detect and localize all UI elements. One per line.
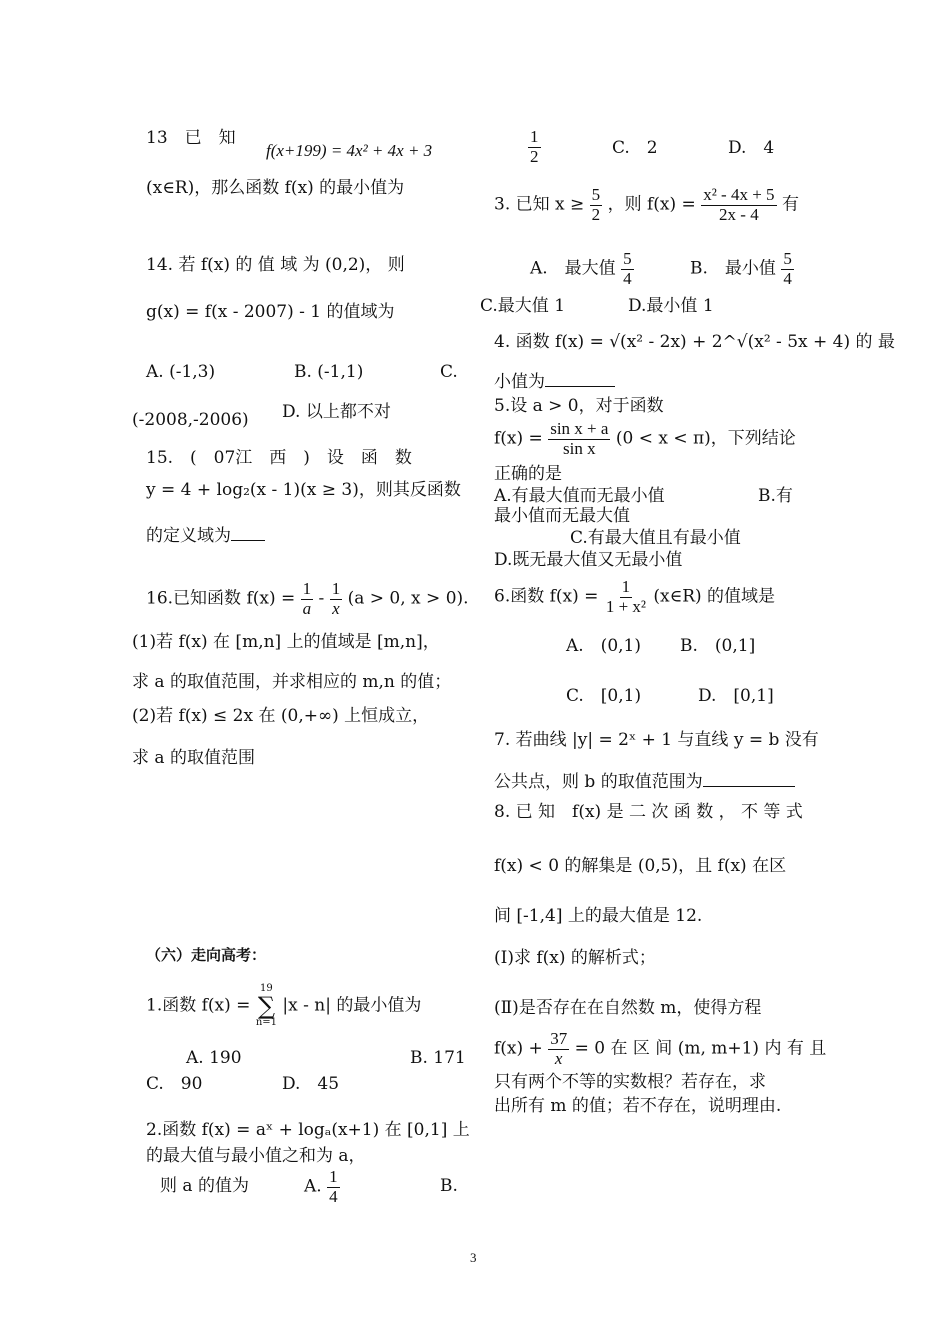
g5-option-d: D.既无最大值又无最小值 bbox=[494, 550, 683, 570]
q14-line2: g(x) = f(x - 2007) - 1 的值域为 bbox=[146, 302, 395, 322]
q16-fraction-2 bbox=[330, 580, 343, 618]
g3-text-a: 3. 已知 x ≥ bbox=[494, 194, 585, 215]
g6-text-a: 6.函数 f(x) = bbox=[494, 586, 599, 607]
g5-line1: 5.设 a > 0，对于函数 bbox=[494, 396, 664, 416]
g5-option-a: A.有最大值而无最小值 bbox=[494, 486, 665, 506]
g7-line1: 7. 若曲线 |y| = 2ˣ + 1 与直线 y = b 没有 bbox=[494, 730, 819, 750]
sum-symbol bbox=[256, 984, 277, 1028]
q16-line3: 求 a 的取值范围，并求相应的 m,n 的值； bbox=[132, 672, 452, 692]
g2-option-c: C. 2 bbox=[612, 138, 658, 158]
g1-option-c: C. 90 bbox=[146, 1074, 203, 1094]
q13-line2: (x∈R)，那么函数 f(x) 的最小值为 bbox=[146, 178, 405, 198]
g1-text-a: 1.函数 f(x) = bbox=[146, 995, 251, 1016]
g8-part-ii-line2 bbox=[494, 1030, 826, 1068]
q15-line1: 15. ( 07江 西 ) 设 函 数 bbox=[146, 448, 412, 468]
section-6-title: （六）走向高考： bbox=[146, 946, 267, 964]
g8-line3: 间 [-1,4] 上的最大值是 12. bbox=[494, 906, 703, 926]
g1-option-d: D. 45 bbox=[282, 1074, 340, 1094]
g3-a-num: 5 bbox=[623, 249, 632, 268]
g6-option-a: A. (0,1) bbox=[566, 636, 641, 656]
q14-option-c-value: (-2008,-2006) bbox=[132, 410, 249, 430]
g1-option-a: A. 190 bbox=[186, 1048, 242, 1068]
g4-line1: 4. 函数 f(x) = √(x² - 2x) + 2^√(x² - 5x + 4) 的 最 bbox=[494, 332, 895, 352]
g3-frac-num: 5 bbox=[591, 185, 601, 204]
q13-label: 13 已 知 bbox=[146, 128, 236, 148]
g3-f-num: x² - 4x + 5 bbox=[703, 185, 775, 204]
q16-line4: (2)若 f(x) ≤ 2x 在 (0,+∞) 上恒成立， bbox=[132, 706, 430, 726]
g2-option-d: D. 4 bbox=[728, 138, 775, 158]
g2-b-den: 2 bbox=[530, 146, 539, 166]
sigma-icon: ∑ bbox=[257, 992, 275, 1020]
g8-line2: f(x) < 0 的解集是 (0,5)，且 f(x) 在区 bbox=[494, 856, 787, 876]
q16-minus: - bbox=[318, 588, 325, 609]
g6-question bbox=[494, 578, 775, 616]
g2-a-num: 1 bbox=[329, 1167, 338, 1186]
g8-part-ii-line3: 只有两个不等的实数根？若存在，求 bbox=[494, 1072, 766, 1092]
g5-option-b-cont: 最小值而无最大值 bbox=[494, 506, 630, 526]
g8-line1: 8. 已 知 f(x) 是 二 次 函 数 ， 不 等 式 bbox=[494, 802, 803, 822]
g3-option-d: D.最小值 1 bbox=[628, 296, 714, 316]
g3-b-den: 4 bbox=[783, 268, 792, 288]
g2-line2: 的最大值与最小值之和为 a， bbox=[146, 1146, 366, 1166]
g2-line3: 则 a 的值为 bbox=[160, 1176, 249, 1196]
g3-question bbox=[494, 186, 799, 224]
g2-option-a-label: A. bbox=[304, 1176, 322, 1197]
q16-frac1-den: a bbox=[302, 598, 312, 618]
g5-den: sin x bbox=[563, 438, 596, 458]
g8-part-ii-line1: (Ⅱ)是否存在在自然数 m，使得方程 bbox=[494, 998, 762, 1018]
g3-frac-den: 2 bbox=[591, 204, 601, 224]
g2-option-b-frac bbox=[528, 128, 541, 166]
g3-a-label: A. 最大值 bbox=[530, 258, 616, 279]
g1-question bbox=[146, 984, 421, 1028]
g2-line1: 2.函数 f(x) = aˣ + logₐ(x+1) 在 [0,1] 上 bbox=[146, 1120, 470, 1140]
g5-num: sin x + a bbox=[550, 419, 609, 438]
g6-option-c: C. [0,1) bbox=[566, 686, 642, 706]
g4-line2 bbox=[494, 374, 615, 391]
q14-option-c: C. bbox=[440, 362, 458, 382]
q16-line1-text: 16.已知函数 f(x) = bbox=[146, 588, 296, 609]
g3-function-frac bbox=[701, 186, 776, 224]
g6-option-d: D. [0,1] bbox=[698, 686, 774, 706]
g3-f-den: 2x - 4 bbox=[719, 204, 759, 224]
g2-option-b: B. bbox=[440, 1176, 458, 1196]
g5-line3: 正确的是 bbox=[494, 464, 562, 484]
g5-f: f(x) = bbox=[494, 428, 543, 449]
q16-line5: 求 a 的取值范围 bbox=[132, 748, 255, 768]
g8-ii-frac bbox=[548, 1030, 569, 1068]
g2-b-frac bbox=[528, 128, 541, 166]
q15-line2: y = 4 + log₂(x - 1)(x ≥ 3)，则其反函数 bbox=[146, 480, 461, 500]
g3-b-num: 5 bbox=[783, 249, 792, 268]
g5-line2 bbox=[494, 420, 796, 458]
g2-option-a-frac bbox=[327, 1168, 340, 1206]
g6-frac bbox=[604, 578, 648, 616]
q16-fraction-1 bbox=[301, 580, 314, 618]
q15-line3-text: 的定义域为 bbox=[146, 526, 231, 546]
g8-part-i: (Ⅰ)求 f(x) 的解析式； bbox=[494, 948, 656, 968]
g6-option-b: B. (0,1] bbox=[680, 636, 756, 656]
g5-frac bbox=[548, 420, 610, 458]
q14-option-b: B. (-1,1) bbox=[294, 362, 364, 382]
g5-option-b: B.有 bbox=[758, 486, 793, 506]
g6-den: 1 + x² bbox=[605, 596, 647, 616]
g8-part-ii-line4: 出所有 m 的值；若不存在，说明理由. bbox=[494, 1096, 782, 1116]
g2-option-a bbox=[304, 1168, 340, 1206]
g8-ii-den: x bbox=[554, 1048, 563, 1068]
answer-blank bbox=[703, 774, 795, 787]
q16-frac2-num: 1 bbox=[331, 579, 341, 598]
g5-option-c: C.有最大值且有最小值 bbox=[570, 528, 741, 548]
g3-b-label: B. 最小值 bbox=[690, 258, 776, 279]
g6-text-b: (x∈R) 的值域是 bbox=[653, 586, 776, 607]
g3-a-den: 4 bbox=[623, 268, 632, 288]
q16-frac2-den: x bbox=[332, 598, 340, 618]
q16-line1 bbox=[146, 580, 469, 618]
g7-line2 bbox=[494, 774, 795, 791]
g5-tail: (0 < x < π)，下列结论 bbox=[615, 428, 796, 449]
g3-frac bbox=[590, 186, 603, 224]
g2-b-num: 1 bbox=[530, 127, 539, 146]
q16-condition: (a > 0, x > 0). bbox=[347, 588, 469, 609]
g3-option-c: C.最大值 1 bbox=[480, 296, 566, 316]
g4-line2-text: 小值为 bbox=[494, 372, 545, 392]
g3-text-b: ，则 f(x) = bbox=[607, 194, 696, 215]
g8-ii-tail: = 0 在 区 间 (m, m+1) 内 有 且 bbox=[574, 1038, 827, 1059]
g3-b-frac bbox=[781, 250, 794, 288]
q16-line2: (1)若 f(x) 在 [m,n] 上的值域是 [m,n]， bbox=[132, 632, 440, 652]
g7-line2-text: 公共点，则 b 的取值范围为 bbox=[494, 772, 703, 792]
g2-a-den: 4 bbox=[329, 1186, 338, 1206]
page-number: 3 bbox=[470, 1250, 477, 1265]
answer-blank bbox=[231, 528, 265, 541]
q14-line1: 14. 若 f(x) 的 值 域 为 (0,2)， 则 bbox=[146, 255, 405, 275]
q14-option-a: A. (-1,3) bbox=[146, 362, 216, 382]
g3-a-frac bbox=[621, 250, 634, 288]
q16-frac1-num: 1 bbox=[302, 579, 312, 598]
g3-option-a bbox=[530, 250, 634, 288]
q13-expression: f(x+199) = 4x² + 4x + 3 bbox=[266, 141, 433, 160]
g3-option-b bbox=[690, 250, 794, 288]
sum-upper: 19 bbox=[260, 983, 273, 994]
g1-option-b: B. 171 bbox=[410, 1048, 466, 1068]
g8-ii-f: f(x) + bbox=[494, 1038, 543, 1059]
answer-blank bbox=[545, 374, 615, 387]
g8-ii-num: 37 bbox=[550, 1029, 568, 1048]
q14-option-d: D. 以上都不对 bbox=[282, 402, 391, 422]
g3-text-c: 有 bbox=[781, 194, 799, 215]
g6-num: 1 bbox=[621, 577, 631, 596]
g1-text-b: |x - n| 的最小值为 bbox=[282, 995, 422, 1016]
sum-lower: n=1 bbox=[255, 1017, 278, 1028]
q15-line3 bbox=[146, 528, 265, 545]
